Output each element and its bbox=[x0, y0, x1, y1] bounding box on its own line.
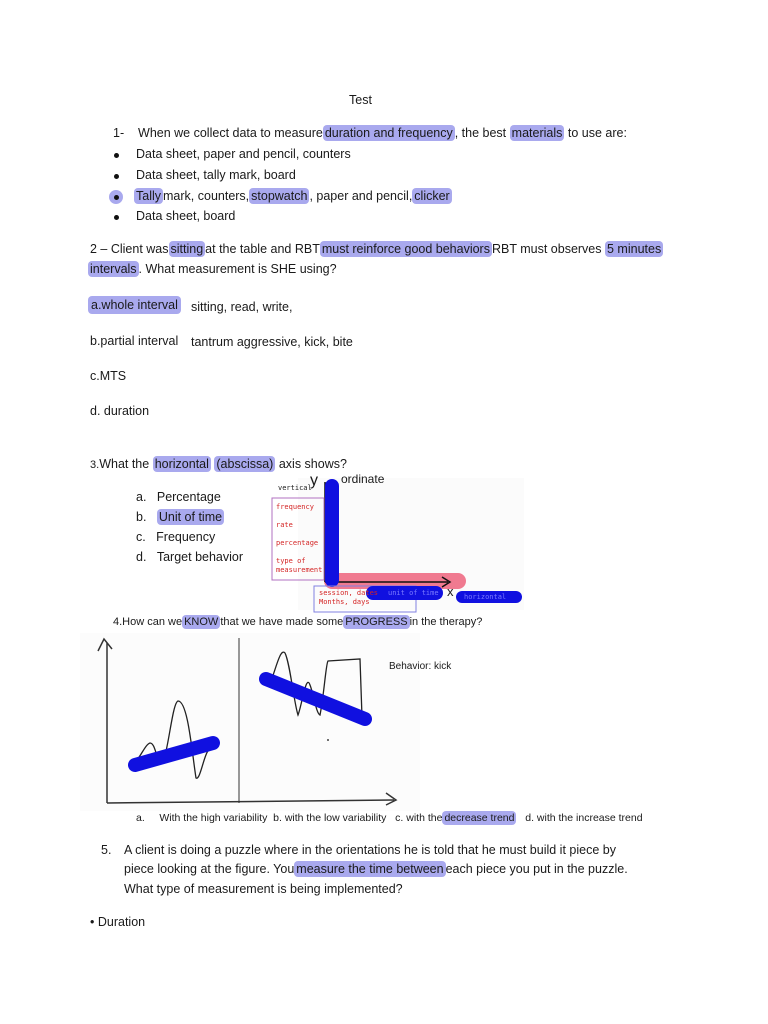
q5-line-2-text-2: each piece you put in the puzzle. bbox=[445, 862, 628, 876]
q2-text-2: at the table and RBT bbox=[205, 242, 320, 256]
q1-option-3-tally: Tally bbox=[136, 189, 162, 203]
q3-option-a-text: Percentage bbox=[156, 490, 221, 504]
q3-number: 3. bbox=[90, 459, 100, 471]
bullet-icon bbox=[114, 174, 119, 179]
bullet-icon bbox=[114, 215, 119, 220]
q3-option-b-letter: b. bbox=[136, 510, 147, 524]
q2-highlight-sitting: sitting bbox=[170, 242, 204, 256]
q4-option-c: c. with the bbox=[395, 812, 443, 824]
page-title: Test bbox=[349, 93, 372, 107]
question-2-line-2 bbox=[88, 262, 337, 276]
diagram-left-item-1: rate bbox=[276, 521, 293, 529]
diagram-bottom-line-1: session, dates bbox=[319, 589, 379, 597]
q3-text: What the bbox=[99, 457, 150, 471]
question-3 bbox=[90, 457, 347, 471]
q2-option-c: c.MTS bbox=[90, 369, 127, 383]
diagram-x-letter: x bbox=[447, 584, 454, 599]
q4-text: 4.How can we bbox=[113, 616, 183, 628]
q2-highlight-intervals: intervals bbox=[90, 262, 137, 276]
diagram-bottom-line-2: Months, days bbox=[319, 598, 370, 606]
q5-line-2 bbox=[124, 862, 628, 876]
q1-highlight-duration: duration and frequency bbox=[324, 126, 453, 140]
q3-option-a bbox=[136, 490, 221, 504]
q4-highlight-know: KNOW bbox=[184, 616, 219, 628]
q3-option-a-letter: a. bbox=[136, 490, 147, 504]
q2-option-b-note: tantrum aggressive, kick, bite bbox=[191, 335, 353, 349]
q4-options bbox=[136, 812, 643, 824]
q1-text: When we collect data to measure bbox=[138, 126, 323, 140]
q2-option-a bbox=[88, 298, 181, 312]
diagram-ordinate-label: ordinate bbox=[341, 472, 385, 486]
q2-option-a-note: sitting, read, write, bbox=[191, 300, 293, 314]
q4-text-2: that we have made some bbox=[220, 616, 344, 628]
q5-line-1: A client is doing a puzzle where in the orientations he is told that he must build it piece by bbox=[124, 843, 616, 857]
progress-graph bbox=[80, 633, 420, 811]
q3-highlight-abscissa: (abscissa) bbox=[216, 457, 274, 471]
q3-option-b-text: Unit of time bbox=[158, 510, 223, 524]
question-1 bbox=[113, 126, 627, 140]
q4-option-b: b. with the low variability bbox=[273, 812, 387, 824]
q1-option-3-clicker: clicker bbox=[414, 189, 450, 203]
bullet-icon bbox=[114, 195, 119, 200]
diagram-left-item-3: type of bbox=[276, 557, 306, 565]
q5-highlight-measure: measure the time between bbox=[296, 862, 444, 876]
q1-option-4: Data sheet, board bbox=[136, 209, 236, 223]
q3-option-b bbox=[136, 510, 224, 524]
q2-text-3: RBT must observes bbox=[491, 242, 602, 256]
graph-dot bbox=[327, 739, 329, 741]
q4-highlight-progress: PROGRESS bbox=[345, 616, 408, 628]
q1-option-2: Data sheet, tally mark, board bbox=[136, 168, 296, 182]
q3-text-2: axis shows? bbox=[278, 457, 347, 471]
q2-option-b: b.partial interval bbox=[90, 334, 179, 348]
q1-option-3-stopwatch: stopwatch bbox=[251, 189, 308, 203]
diagram-horizontal-label: horizontal bbox=[464, 593, 507, 601]
q1-option-3-text: mark, counters, bbox=[163, 189, 250, 203]
diagram-y-letter: y bbox=[310, 472, 318, 489]
q1-highlight-materials: materials bbox=[511, 126, 563, 140]
q1-text-2: , the best bbox=[454, 126, 507, 140]
q1-option-3-text-2: , paper and pencil, bbox=[309, 189, 413, 203]
q4-option-a-letter: a. bbox=[136, 812, 145, 824]
q3-option-c-letter: c. bbox=[136, 530, 146, 544]
q4-option-a: With the high variability bbox=[159, 812, 268, 824]
q3-highlight-horizontal: horizontal bbox=[154, 457, 209, 471]
q1-option-1: Data sheet, paper and pencil, counters bbox=[136, 147, 351, 161]
q3-option-d-text: Target behavior bbox=[156, 550, 244, 564]
q2-text: 2 – Client was bbox=[90, 242, 169, 256]
q5-line-2-text: piece looking at the figure. You bbox=[124, 862, 295, 876]
bullet-icon bbox=[114, 153, 119, 158]
diagram-vertical-label: vertical bbox=[278, 484, 312, 492]
q4-text-3: in the therapy? bbox=[409, 616, 483, 628]
diagram-unit-of-time-label: unit of time bbox=[388, 589, 439, 597]
q1-text-3: to use are: bbox=[567, 126, 627, 140]
question-2-line-1 bbox=[90, 242, 663, 256]
diagram-left-item-2: percentage bbox=[276, 539, 319, 547]
q3-option-d bbox=[136, 550, 243, 564]
q3-option-d-letter: d. bbox=[136, 550, 147, 564]
q1-option-3 bbox=[134, 189, 452, 203]
q4-option-d: d. with the increase trend bbox=[525, 812, 643, 824]
question-4 bbox=[113, 616, 482, 628]
axis-diagram bbox=[268, 472, 524, 614]
q5-line-3: What type of measurement is being implemented? bbox=[124, 882, 403, 896]
diagram-left-item-0: frequency bbox=[276, 503, 314, 511]
q2-option-a-label: a.whole interval bbox=[88, 296, 181, 314]
q4-option-c-highlight: decrease trend bbox=[444, 812, 515, 824]
q2-text-4: . What measurement is SHE using? bbox=[138, 262, 337, 276]
progress-graph-svg bbox=[80, 633, 420, 811]
q2-highlight-5-minutes: 5 minutes bbox=[607, 242, 662, 256]
q5-number: 5. bbox=[101, 843, 112, 857]
q1-number: 1- bbox=[113, 126, 125, 140]
q2-option-d: d. duration bbox=[90, 404, 150, 418]
q3-option-c-text: Frequency bbox=[156, 530, 216, 544]
answer-duration: • Duration bbox=[90, 915, 146, 929]
graph-behavior-label: Behavior: kick bbox=[389, 661, 452, 672]
q2-highlight-reinforce: must reinforce good behaviors bbox=[321, 242, 490, 256]
diagram-left-item-4: measurement bbox=[276, 566, 323, 574]
q3-option-c bbox=[136, 530, 215, 544]
